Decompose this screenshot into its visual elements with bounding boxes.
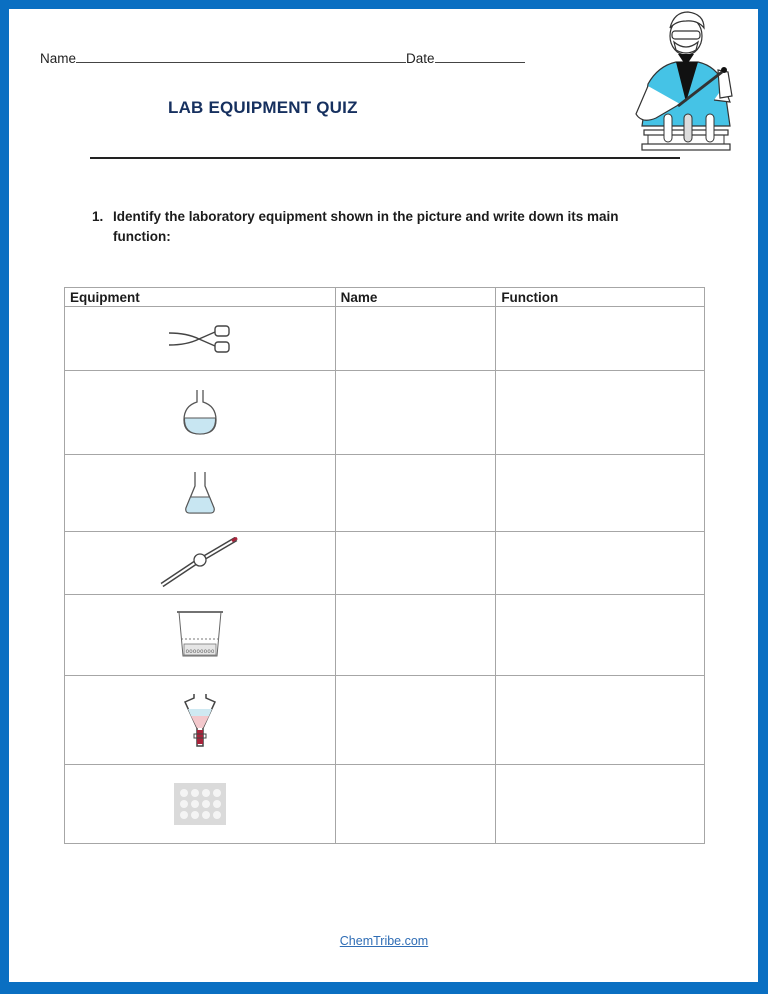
name-answer-cell[interactable]	[335, 307, 496, 371]
name-field[interactable]	[76, 50, 406, 63]
question-1	[92, 207, 672, 247]
table-row	[65, 595, 705, 676]
header-function: Function	[496, 288, 705, 307]
name-answer-cell[interactable]	[335, 371, 496, 455]
function-answer-cell[interactable]	[496, 595, 705, 676]
equipment-cell	[65, 765, 336, 844]
function-answer-cell[interactable]	[496, 765, 705, 844]
equipment-cell	[65, 595, 336, 676]
date-label: Date	[406, 51, 435, 66]
spot-plate-icon	[174, 783, 226, 825]
table-header-row	[65, 288, 705, 307]
name-answer-cell[interactable]	[335, 676, 496, 765]
table-row	[65, 532, 705, 595]
table-row	[65, 371, 705, 455]
date-field[interactable]	[435, 50, 525, 63]
erlenmeyer-flask-icon	[183, 470, 217, 516]
equipment-cell	[65, 307, 336, 371]
equipment-cell	[65, 455, 336, 532]
round-bottom-flask-icon	[180, 388, 220, 438]
svg-text:oooooooo: oooooooo	[185, 648, 215, 655]
name-answer-cell[interactable]	[335, 595, 496, 676]
question-text: Identify the laboratory equipment shown in the picture and write down its main function:	[113, 209, 619, 244]
drying-tube-icon	[160, 537, 240, 589]
equipment-table	[64, 287, 705, 844]
page-title: LAB EQUIPMENT QUIZ	[168, 98, 358, 117]
footer-link[interactable]: ChemTribe.com	[339, 934, 429, 948]
equipment-cell	[65, 676, 336, 765]
equipment-cell	[65, 532, 336, 595]
name-answer-cell[interactable]	[335, 532, 496, 595]
name-date-line	[40, 50, 525, 66]
gooch-crucible-icon	[175, 610, 225, 660]
table-row	[65, 455, 705, 532]
function-answer-cell[interactable]	[496, 532, 705, 595]
crucible-tongs-icon	[165, 324, 235, 354]
scientist-illustration	[618, 6, 754, 152]
header-equipment: Equipment	[65, 288, 336, 307]
name-answer-cell[interactable]	[335, 765, 496, 844]
name-label: Name	[40, 51, 77, 66]
title-divider	[90, 157, 680, 159]
table-row	[65, 765, 705, 844]
name-answer-cell[interactable]	[335, 455, 496, 532]
function-answer-cell[interactable]	[496, 455, 705, 532]
header-name: Name	[335, 288, 496, 307]
table-row	[65, 676, 705, 765]
function-answer-cell[interactable]	[496, 371, 705, 455]
function-answer-cell[interactable]	[496, 307, 705, 371]
equipment-cell	[65, 371, 336, 455]
table-row	[65, 307, 705, 371]
question-number: 1.	[92, 209, 104, 224]
separatory-funnel-icon	[180, 692, 220, 748]
scientist-icon	[618, 6, 754, 152]
function-answer-cell[interactable]	[496, 676, 705, 765]
